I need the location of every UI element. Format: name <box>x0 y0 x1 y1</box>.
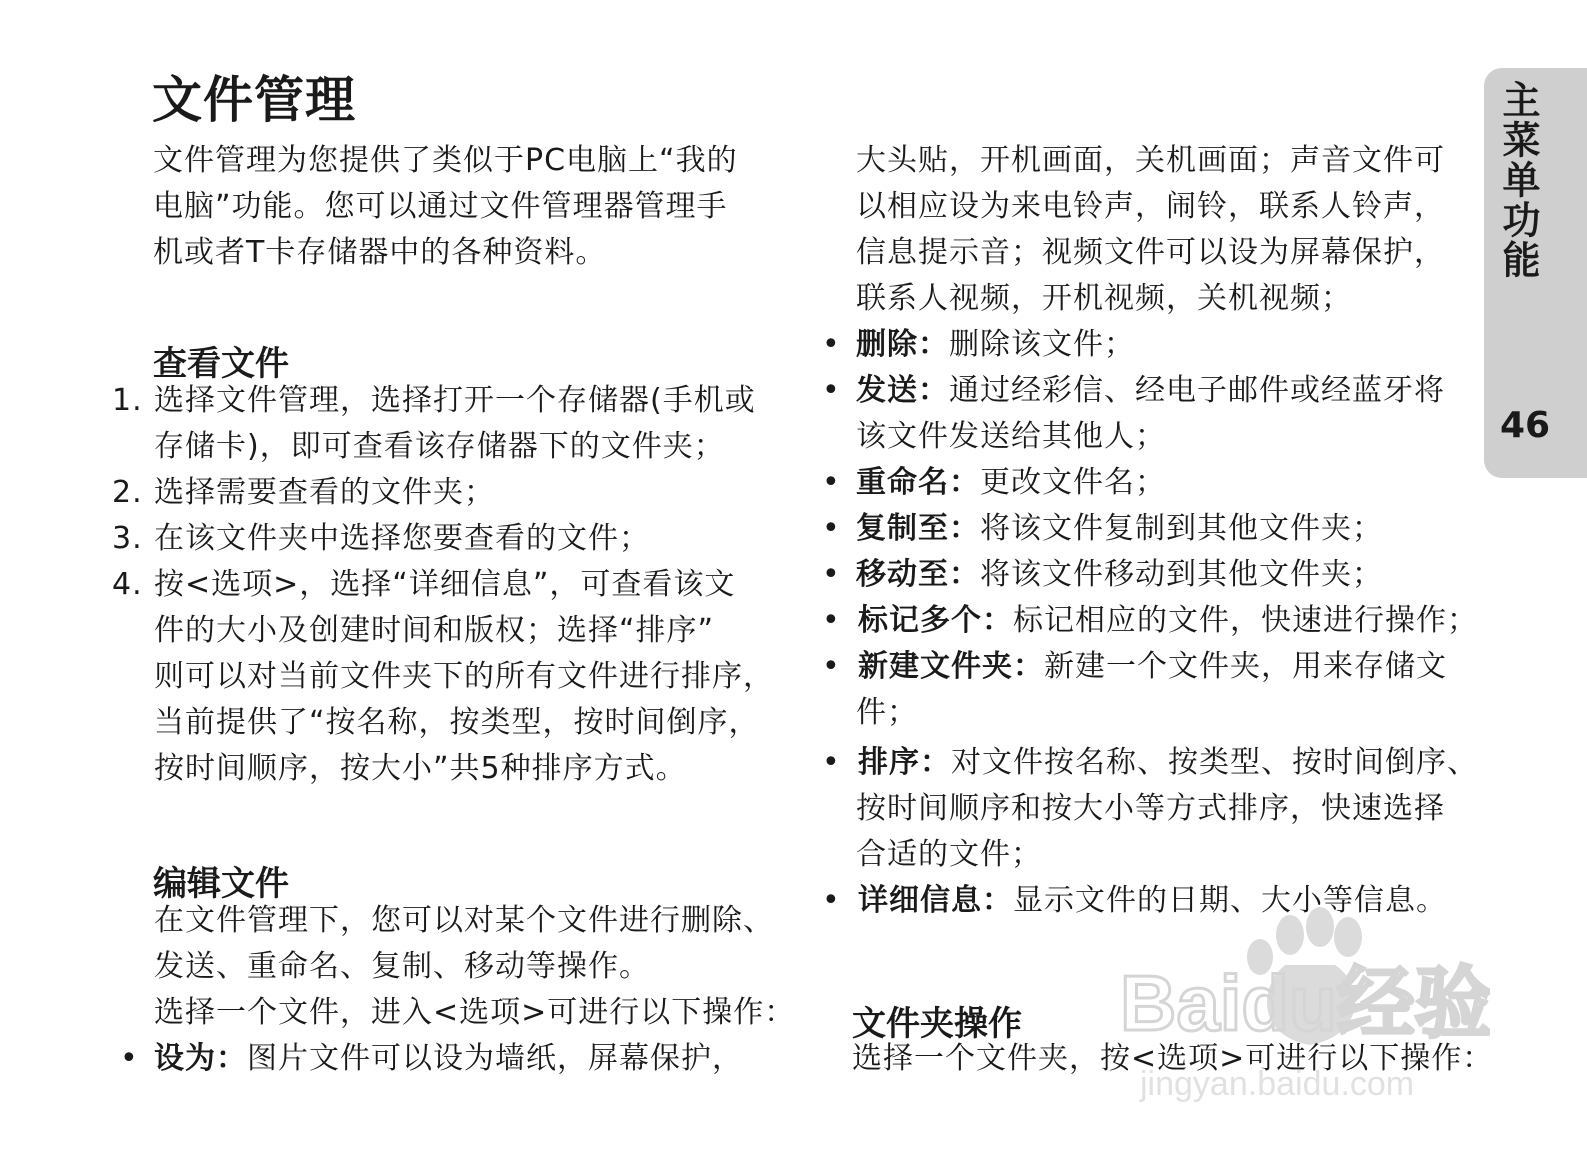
step-number: 2. <box>112 475 143 510</box>
op-item-delete <box>856 322 1135 368</box>
step-text: 按时间顺序，按大小”共5种排序方式。 <box>154 751 687 786</box>
op-text: 更改文件名； <box>980 465 1166 500</box>
step-text: 存储卡)，即可查看该存储器下的文件夹； <box>154 429 725 464</box>
op-text: 将该文件移动到其他文件夹； <box>980 557 1383 592</box>
bullet-dot: • <box>822 745 840 780</box>
edit-intro-line: 选择一个文件，进入<选项>可进行以下操作： <box>154 995 796 1030</box>
op-label: 发送： <box>856 373 949 408</box>
op-label: 新建文件夹： <box>858 649 1044 684</box>
op-item-copy <box>856 506 1383 552</box>
op-item-rename <box>856 460 1166 506</box>
op-item-mark <box>858 598 1478 644</box>
step-text: 件的大小及创建时间和版权；选择“排序” <box>154 613 715 648</box>
edit-intro-line: 在文件管理下，您可以对某个文件进行删除、 <box>154 903 774 938</box>
baidu-watermark <box>1110 905 1490 1115</box>
op-text: 合适的文件； <box>856 837 1042 872</box>
op-text: 按时间顺序和按大小等方式排序，快速选择 <box>856 791 1445 826</box>
intro-line: 机或者T卡存储器中的各种资料。 <box>153 235 607 270</box>
op-item-new-folder <box>858 644 1447 690</box>
section-heading-view: 查看文件 <box>153 344 289 384</box>
op-text: 新建一个文件夹，用来存储文 <box>1044 649 1447 684</box>
page-number: 46 <box>1500 405 1551 446</box>
bullet-dot: • <box>822 327 840 362</box>
op-label: 详细信息： <box>858 883 1013 918</box>
op-label: 设为： <box>154 1041 247 1076</box>
op-text: 将该文件复制到其他文件夹； <box>980 511 1383 546</box>
op-item-move <box>856 552 1383 598</box>
watermark-url: jingyan.baidu.com <box>1140 1065 1415 1103</box>
step-number: 1. <box>112 383 143 418</box>
step-item <box>112 470 495 516</box>
bullet-dot: • <box>822 557 840 592</box>
op-text: 信息提示音；视频文件可以设为屏幕保护， <box>856 235 1445 270</box>
chapter-tab-label: 主菜单功能 <box>1496 80 1540 280</box>
op-label: 标记多个： <box>858 603 1013 638</box>
bullet-dot: • <box>822 373 840 408</box>
step-number: 3. <box>112 521 143 556</box>
op-item-sort <box>858 740 1478 786</box>
bullet-dot: • <box>822 649 840 684</box>
bullet-dot: • <box>822 883 840 918</box>
op-text: 通过经彩信、经电子邮件或经蓝牙将 <box>949 373 1445 408</box>
op-text: 对文件按名称、按类型、按时间倒序、 <box>951 745 1478 780</box>
op-text: 标记相应的文件，快速进行操作； <box>1013 603 1478 638</box>
section-heading-edit: 编辑文件 <box>153 864 289 904</box>
folder-intro: 选择一个文件夹，按<选项>可进行以下操作： <box>852 1041 1494 1076</box>
op-label: 重命名： <box>856 465 980 500</box>
edit-intro-line: 发送、重命名、复制、移动等操作。 <box>154 949 650 984</box>
step-text: 选择文件管理，选择打开一个存储器(手机或 <box>154 383 756 418</box>
step-text: 当前提供了“按名称，按类型，按时间倒序， <box>154 705 760 740</box>
op-text: 以相应设为来电铃声，闹铃，联系人铃声， <box>856 189 1445 224</box>
op-text: 该文件发送给其他人； <box>856 419 1166 454</box>
bullet-dot: • <box>822 603 840 638</box>
section-heading-folder: 文件夹操作 <box>852 1004 1022 1044</box>
op-label: 复制至： <box>856 511 980 546</box>
op-text: 大头贴，开机画面，关机画面；声音文件可 <box>856 143 1445 178</box>
step-text: 按<选项>，选择“详细信息”，可查看该文 <box>154 567 736 602</box>
step-item <box>112 516 650 562</box>
intro-line: 文件管理为您提供了类似于PC电脑上“我的 <box>153 143 738 178</box>
watermark-text: Baidu经验 <box>1120 959 1490 1047</box>
intro-line: 电脑”功能。您可以通过文件管理器管理手 <box>153 189 728 224</box>
op-label: 删除： <box>856 327 949 362</box>
op-text: 显示文件的日期、大小等信息。 <box>1013 883 1447 918</box>
step-text: 选择需要查看的文件夹； <box>154 475 495 510</box>
op-text: 图片文件可以设为墙纸，屏幕保护， <box>247 1041 743 1076</box>
page-title: 文件管理 <box>152 71 356 129</box>
op-text: 删除该文件； <box>949 327 1135 362</box>
op-item-set <box>154 1036 743 1082</box>
step-item <box>112 562 735 608</box>
step-item <box>112 378 756 424</box>
op-label: 移动至： <box>856 557 980 592</box>
step-number: 4. <box>112 567 143 602</box>
bullet-dot: • <box>822 465 840 500</box>
bullet-dot: • <box>120 1041 138 1076</box>
op-text: 件； <box>856 695 918 730</box>
bullet-dot: • <box>822 511 840 546</box>
step-text: 则可以对当前文件夹下的所有文件进行排序， <box>154 659 774 694</box>
op-text: 联系人视频，开机视频，关机视频； <box>856 281 1352 316</box>
op-item-send <box>856 368 1445 414</box>
op-label: 排序： <box>858 745 951 780</box>
baidu-paw-logo-icon <box>1110 905 1490 1115</box>
step-text: 在该文件夹中选择您要查看的文件； <box>154 521 650 556</box>
